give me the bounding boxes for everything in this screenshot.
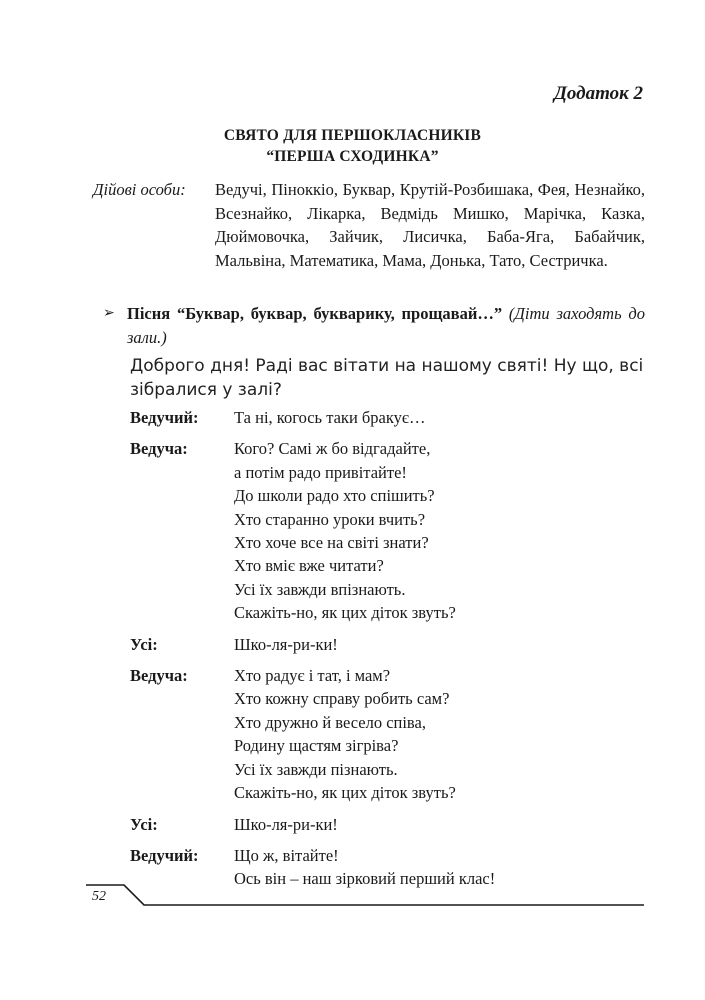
arrow-bullet-icon: ➢ [103, 306, 115, 321]
speech-lines [234, 813, 650, 836]
speech-line: Хто дружно й весело співа, [234, 712, 426, 732]
cast-list: Ведучі, Піноккіо, Буквар, Крутій-Розбишака, Фея, Незнайко, Всезнайко, Лікарка, Ведмідь Мишко, Марічка, Казка, Дюймовочка, Зайчик, Лисичка, Баба-Яга, Бабайчик, Мальвіна, Математика, Мама, Донька, Тато, Сестричка. [215, 180, 645, 270]
stage-direction: (Діти заходять до зали.) [127, 304, 646, 347]
speech-lines [234, 664, 650, 804]
speech-lines [234, 633, 650, 656]
song-direction [103, 302, 645, 349]
cast-label: Дійові особи: [93, 180, 186, 199]
dialog-turn [130, 633, 650, 656]
speech-line: Хто кожну справу робить сам? [234, 689, 450, 709]
intro-paragraph: Доброго дня! Раді вас вітати на нашому святі! Ну що, всі зібралися у залі? [130, 356, 644, 400]
speaker-name: Ведучий: [130, 845, 199, 865]
song-title: Пісня “Буквар, буквар, букварику, прощавай…” [127, 304, 503, 323]
speech-line: Хто вміє вже читати? [234, 556, 384, 576]
speech-line: Усі їх завжди пізнають. [234, 759, 398, 779]
speech-line: а потім радо привітайте! [234, 462, 407, 482]
speech-line: Хто старанно уроки вчить? [234, 509, 426, 529]
appendix-label: Додаток 2 [553, 83, 643, 104]
speech-lines [234, 437, 650, 624]
speaker-name: Ведуча: [130, 666, 188, 686]
speech-line: Що ж, вітайте! [234, 845, 339, 865]
speech-line: Скажіть-но, як цих діток звуть? [234, 783, 456, 803]
speech-line: Та ні, когось таки бракує… [234, 408, 426, 427]
dialog-turn [130, 813, 650, 836]
speech-line: Родину щастям зігріва? [234, 736, 399, 756]
speech-line: Скажіть-но, як цих діток звуть? [234, 603, 456, 623]
dialog-turn [130, 437, 650, 624]
speech-line: Усі їх завжди впізнають. [234, 579, 406, 599]
page-title: СВЯТО ДЛЯ ПЕРШОКЛАСНИКІВ [223, 127, 482, 144]
dialog-turn [130, 406, 650, 429]
speech-line: Шко-ля-ри-ки! [234, 634, 338, 654]
speech-lines [234, 406, 650, 429]
speaker-name: Усі: [130, 634, 158, 654]
speech-line: Хто радує і тат, і мам? [234, 666, 391, 686]
dialog-block [130, 406, 650, 899]
cast-of-characters [93, 178, 645, 272]
footer-rule [86, 884, 646, 914]
speech-line: До школи радо хто спішить? [234, 486, 435, 506]
speech-line: Шко-ля-ри-ки! [234, 814, 338, 834]
speaker-name: Ведучий: [130, 408, 199, 427]
dialog-turn [130, 664, 650, 804]
speech-line: Хто хоче все на світі знати? [234, 533, 429, 553]
speaker-name: Ведуча: [130, 439, 188, 459]
speaker-name: Усі: [130, 814, 158, 834]
speech-line: Ось він – наш зірковий перший клас! [234, 869, 496, 889]
page-subtitle: “ПЕРША СХОДИНКА” [266, 148, 439, 165]
speech-line: Кого? Самі ж бо відгадайте, [234, 439, 431, 459]
page-number: 52 [92, 889, 106, 904]
